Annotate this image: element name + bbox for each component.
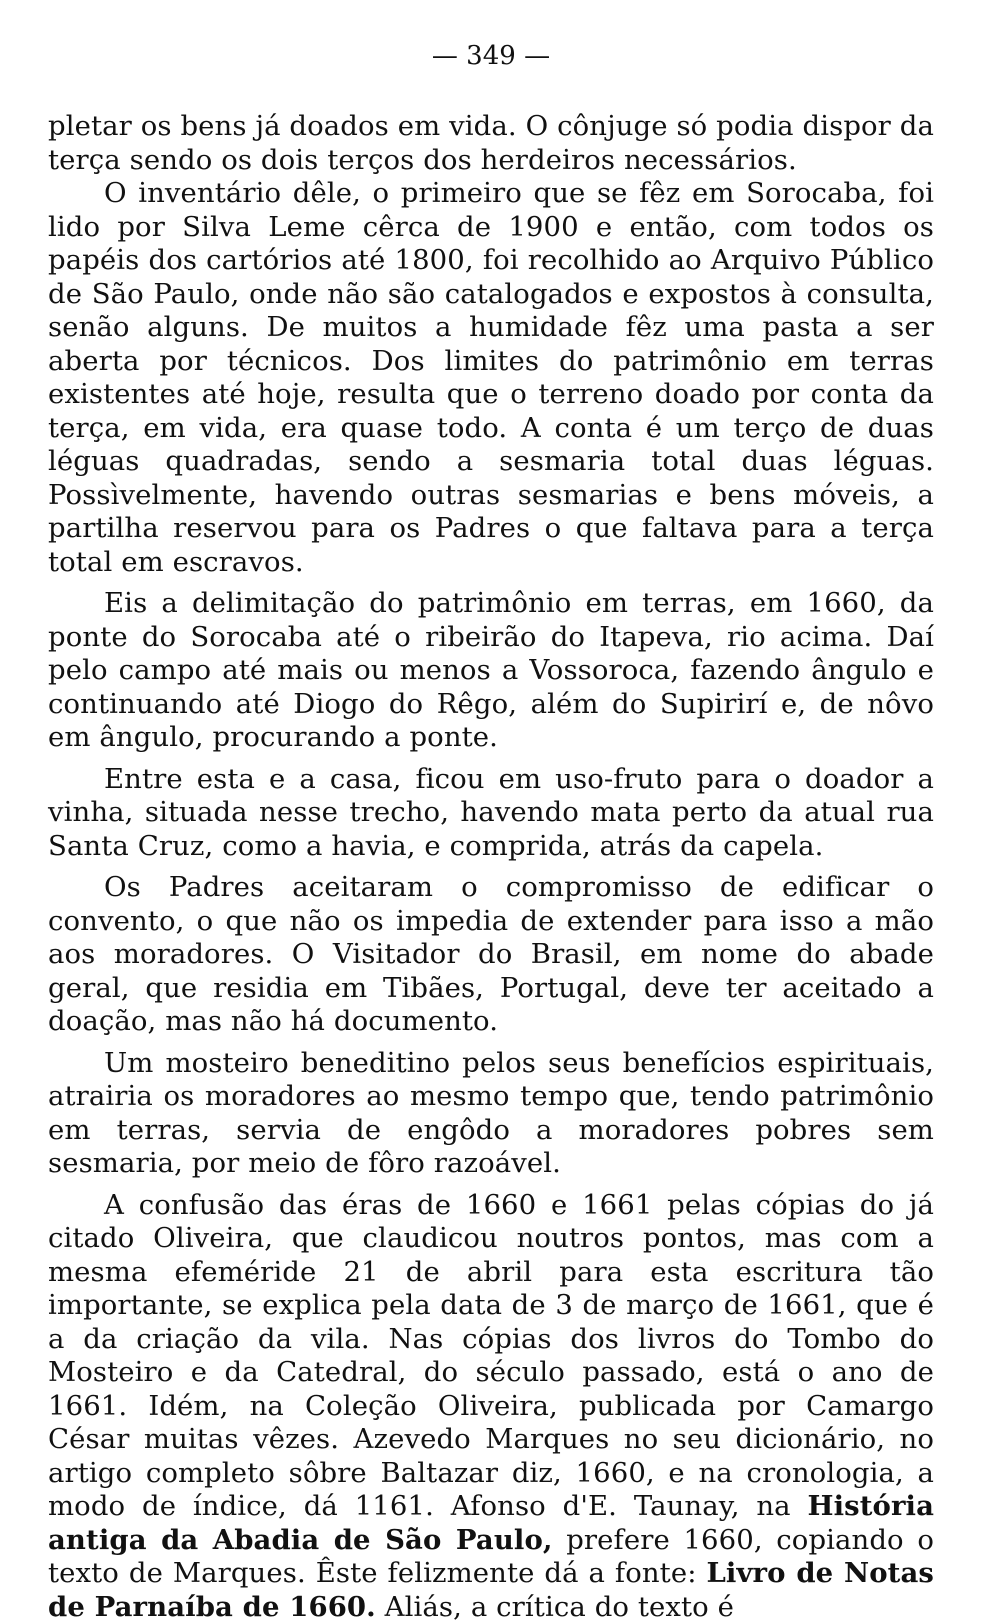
book-page — [48, 36, 934, 1576]
paragraph-vineyard: Entre esta e a casa, ficou em uso-fruto para o doador a vinha, situada nesse trecho, havendo mata perto da atual rua Santa Cruz, como a havia, e comprida, atrás da capela. — [48, 763, 934, 864]
paragraph-convent: Os Padres aceitaram o compromisso de edificar o convento, o que não os impedia de extender para isso a mão aos moradores. O Visitador do Brasil, em nome do abade geral, que residia em Tibães, Portugal, deve ter aceitado a doação, mas não há documento. — [48, 871, 934, 1039]
dates-text-3: Aliás, a crítica do texto é — [376, 1591, 734, 1623]
dates-text-1: A confusão das éras de 1660 e 1661 pelas cópias do já citado Oliveira, que claudicou noutros pontos, mas com a mesma efeméride 21 de abril para esta escritura tão importante, se explica pela data de 3 de março de 1661, que é a da criação da vila. Nas cópias dos livros do Tombo do Mosteiro e da Catedral, do século passado, está o ano de 1661. Idém, na Coleção Oliveira, publicada por Camargo César muitas vêzes. Azevedo Marques no seu dicionário, no artigo completo sôbre Baltazar diz, 1660, e na cronologia, a modo de índice, dá 1161. Afonso d'E. Taunay, na — [48, 1189, 934, 1523]
paragraph-dates — [48, 1189, 934, 1624]
paragraph-boundaries: Eis a delimitação do patrimônio em terras, em 1660, da ponte do Sorocaba até o ribeirão do Itapeva, rio acima. Daí pelo campo até mais ou menos a Vossoroca, fazendo ângulo e continuando até Diogo do Rêgo, além do Supirirí e, de nôvo em ângulo, procurando a ponte. — [48, 587, 934, 755]
book-title-livro-notas: Livro de Notas de Parnaíba de 1660. — [48, 1557, 934, 1623]
page-number: — 349 — — [48, 36, 934, 80]
book-title-abadia: História antiga da Abadia de São Paulo, — [48, 1490, 934, 1556]
paragraph-monastery: Um mosteiro beneditino pelos seus benefícios espirituais, atrairia os moradores ao mesmo tempo que, tendo patrimônio em terras, servia de engôdo a moradores pobres sem sesmaria, por meio de fôro razoável. — [48, 1047, 934, 1181]
paragraph-continuation: pletar os bens já doados em vida. O cônjuge só podia dispor da terça sendo os dois terços dos herdeiros necessários. — [48, 110, 934, 177]
paragraph-inventory: O inventário dêle, o primeiro que se fêz em Sorocaba, foi lido por Silva Leme cêrca de 1900 e então, com todos os papéis dos cartórios até 1800, foi recolhido ao Arquivo Público de São Paulo, onde não são catalogados e expostos à consulta, senão alguns. De muitos a humidade fêz uma pasta a ser aberta por técnicos. Dos limites do patrimônio em terras existentes até hoje, resulta que o terreno doado por conta da terça, em vida, era quase todo. A conta é um terço de duas léguas quadradas, sendo a sesmaria total duas léguas. Possìvelmente, havendo outras sesmarias e bens móveis, a partilha reservou para os Padres o que faltava para a terça total em escravos. — [48, 177, 934, 579]
dates-text-2: prefere 1660, copiando o texto de Marques. Êste felizmente dá a fonte: — [48, 1524, 934, 1590]
